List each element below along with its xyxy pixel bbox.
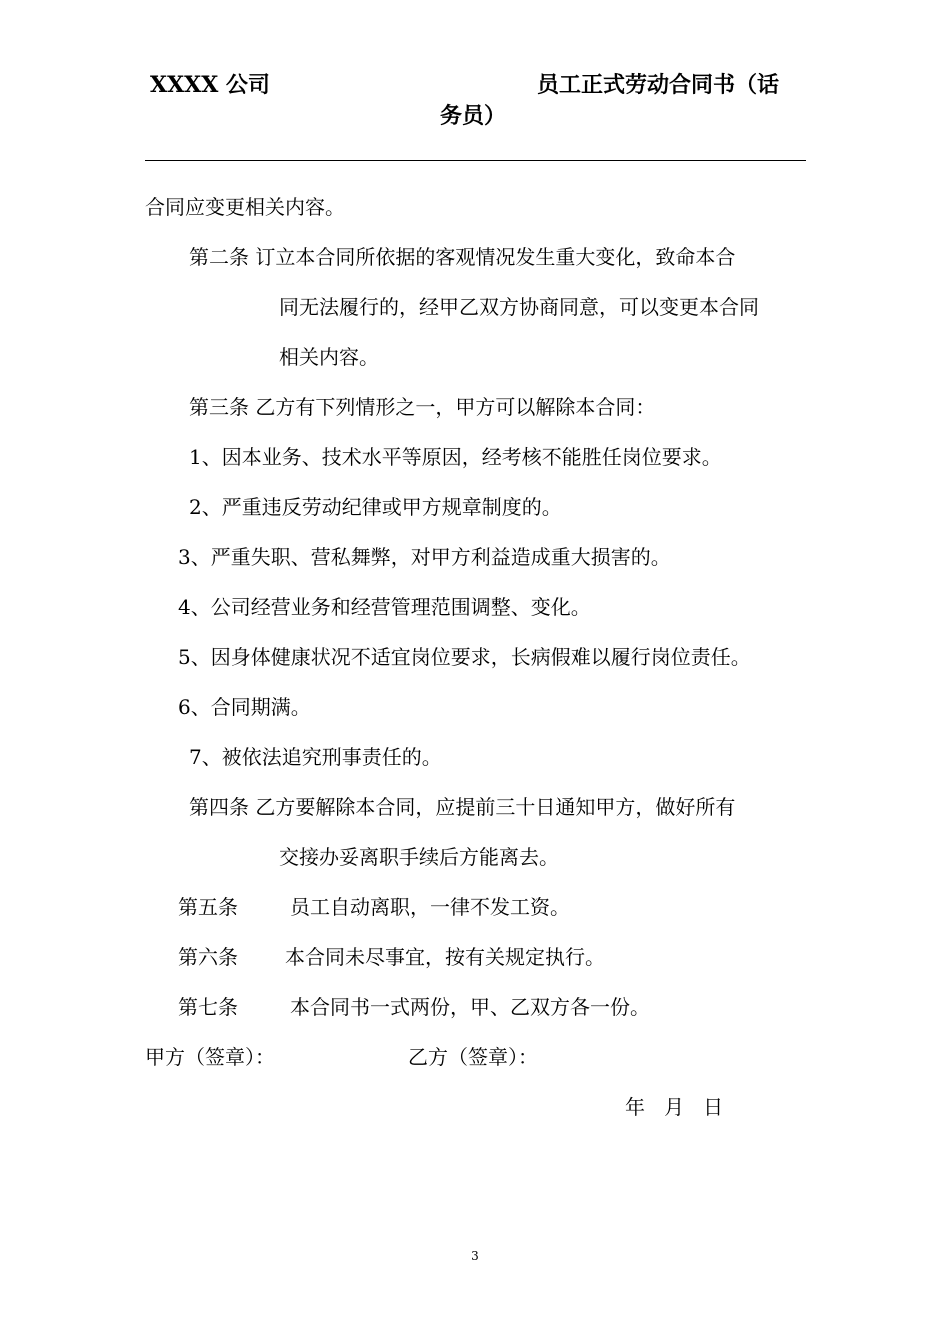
list-item-1: 1、因本业务、技术水平等原因，经考核不能胜任岗位要求。	[189, 445, 722, 469]
article-3-line: 第三条 乙方有下列情形之一，甲方可以解除本合同：	[189, 395, 656, 419]
article-6-text: 本合同未尽事宜，按有关规定执行。	[285, 945, 605, 969]
header-company-name: XXXX 公司	[150, 72, 270, 98]
article-4-line-1: 第四条 乙方要解除本合同，应提前三十日通知甲方，做好所有	[189, 795, 736, 819]
article-2-line-1: 第二条 订立本合同所依据的客观情况发生重大变化，致命本合	[189, 245, 736, 269]
article-5-label: 第五条	[178, 895, 238, 919]
header-divider	[145, 160, 806, 161]
article-6-label: 第六条	[178, 945, 238, 969]
article-7-label: 第七条	[178, 995, 238, 1019]
article-4-line-2: 交接办妥离职手续后方能离去。	[279, 845, 559, 869]
article-5-text: 员工自动离职，一律不发工资。	[290, 895, 570, 919]
page-number: 3	[471, 1249, 479, 1263]
party-a-signature: 甲方（签章）：	[145, 1045, 275, 1069]
list-item-2: 2、严重违反劳动纪律或甲方规章制度的。	[189, 495, 562, 519]
list-item-4: 4、公司经营业务和经营管理范围调整、变化。	[178, 595, 591, 619]
article-7-text: 本合同书一式两份，甲、乙双方各一份。	[290, 995, 650, 1019]
header-title-line-1: 员工正式劳动合同书（话	[537, 72, 780, 98]
list-item-3: 3、严重失职、营私舞弊，对甲方利益造成重大损害的。	[178, 545, 671, 569]
article-2-line-3: 相关内容。	[279, 345, 379, 369]
header-title-line-2: 务员）	[440, 103, 507, 129]
list-item-7: 7、被依法追究刑事责任的。	[189, 745, 442, 769]
list-item-6: 6、合同期满。	[178, 695, 311, 719]
article-2-line-2: 同无法履行的，经甲乙双方协商同意，可以变更本合同	[279, 295, 759, 319]
signature-date: 年 月 日	[625, 1095, 724, 1119]
continuation-line: 合同应变更相关内容。	[145, 195, 345, 219]
party-b-signature: 乙方（签章）：	[408, 1045, 538, 1069]
list-item-5: 5、因身体健康状况不适宜岗位要求，长病假难以履行岗位责任。	[178, 645, 751, 669]
